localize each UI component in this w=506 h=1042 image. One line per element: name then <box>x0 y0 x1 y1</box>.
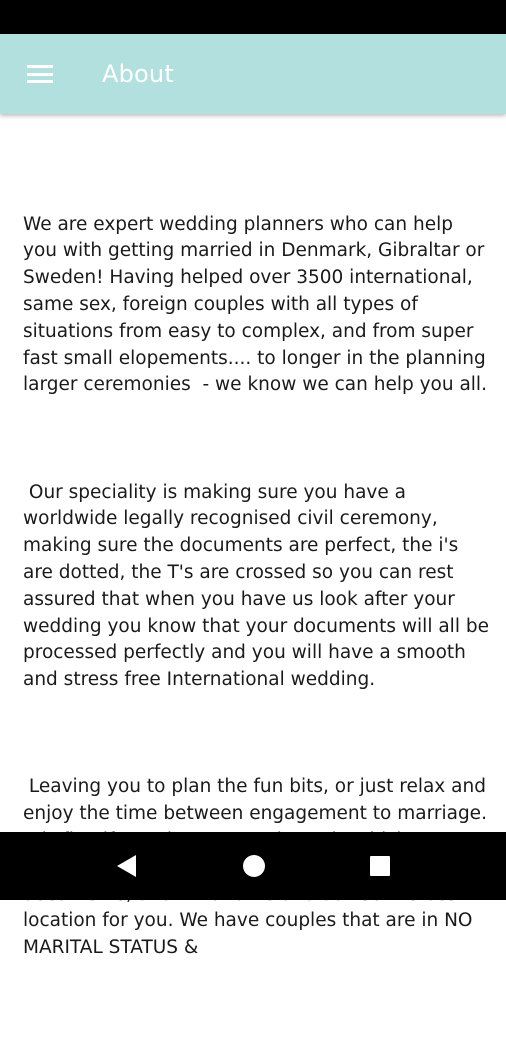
home-button[interactable] <box>236 848 272 884</box>
about-paragraph-2: Our speciality is making sure you have a worldwide legally recognised civil ceremony, making sure the documents are perfect, the i's are dotted, the T's are crossed so you can rest assured that when you have us look after your wedding you know that your documents will all be processed perfectly and you will have a smooth and stress free International wedding. <box>23 481 495 691</box>
page-title: About <box>102 60 174 88</box>
menu-button[interactable] <box>14 54 66 94</box>
about-content[interactable] <box>0 114 506 959</box>
about-paragraph-1: We are expert wedding planners who can help you with getting married in Denmark, Gibraltar or Sweden! Having helped over 3500 international, same sex, foreign couples with all types of situations from easy to complex, and from super fast small elopements.... to longer in the planning larger ceremonies - we know we can help you all. <box>23 213 492 396</box>
status-bar <box>0 0 506 34</box>
home-circle-icon <box>243 855 265 877</box>
recents-button[interactable] <box>362 848 398 884</box>
back-button[interactable] <box>108 848 144 884</box>
about-text <box>23 158 495 1042</box>
hamburger-menu-icon <box>27 65 53 83</box>
about-paragraph-3: Leaving you to plan the fun bits, or just relax and enjoy the time between engagement to marriage. location for you. We have couples that are in NO MARITAL STATUS & <box>23 776 487 959</box>
system-nav-bar <box>0 832 506 900</box>
recents-square-icon <box>370 856 390 876</box>
app-bar <box>0 34 506 114</box>
back-triangle-icon <box>117 855 136 877</box>
